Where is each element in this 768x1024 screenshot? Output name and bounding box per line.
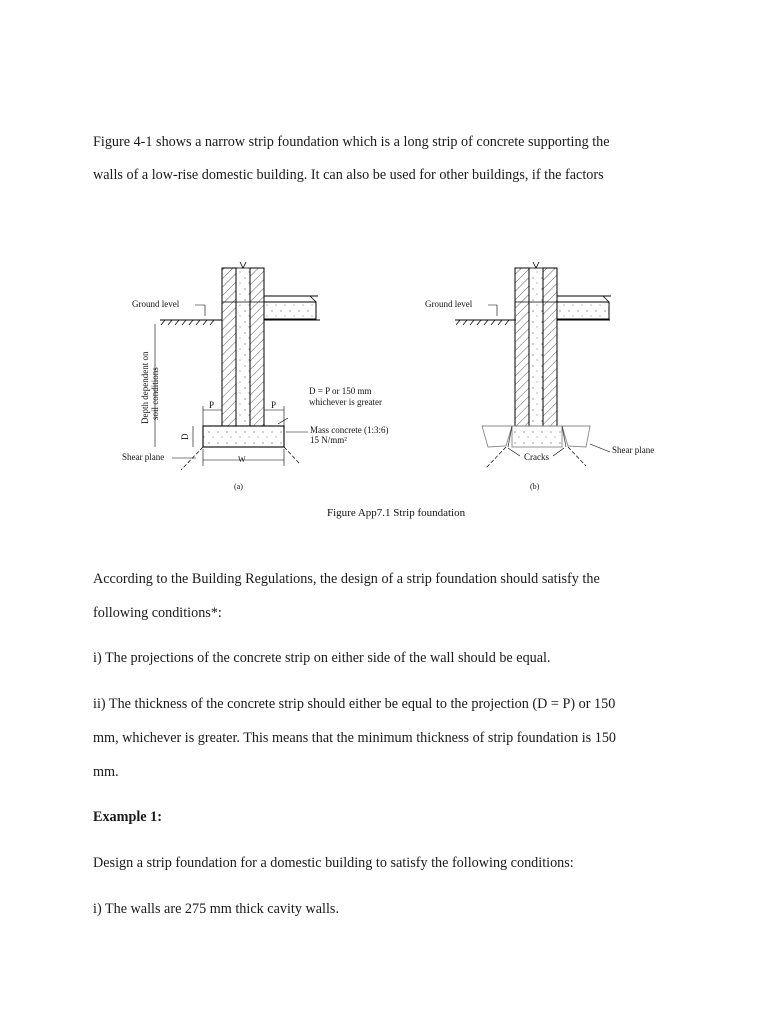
shear-plane-label-a: Shear plane [122, 452, 165, 462]
condition-2-line-1: ii) The thickness of the concrete strip should either be equal to the projection (D = P) or 150 [93, 696, 616, 712]
example-heading: Example 1: [93, 809, 162, 825]
concrete-spec-line2: 15 N/mm² [310, 435, 347, 445]
intro-line-1: Figure 4-1 shows a narrow strip foundation which is a long strip of concrete supporting the [93, 134, 610, 150]
cracks-label: Cracks [524, 452, 549, 462]
note-line1: D = P or 150 mm [309, 386, 372, 396]
projection-right-label: P [271, 400, 277, 410]
condition-2-line-2: mm, whichever is greater. This means that the minimum thickness of strip foundation is 150 [93, 730, 617, 746]
width-label: W [238, 455, 246, 464]
sublabel-b: (b) [530, 482, 540, 491]
concrete-spec-line1: Mass concrete (1:3:6) [310, 425, 389, 435]
projection-left-label: P [209, 400, 215, 410]
thickness-label: D [180, 433, 190, 440]
panel-a [122, 262, 388, 491]
strip-foundation-figure [0, 250, 768, 530]
depth-label-line1: Depth dependent on [140, 351, 150, 424]
ground-level-label-a: Ground level [132, 299, 180, 309]
depth-label-line2: soil conditions [150, 367, 160, 420]
note-line2: whichever is greater [309, 397, 382, 407]
condition-2-line-3: mm. [93, 764, 119, 780]
panel-b [425, 262, 654, 491]
condition-1: i) The projections of the concrete strip on either side of the wall should be equal. [93, 650, 551, 666]
intro-line-2: walls of a low-rise domestic building. It can also be used for other buildings, if the factors [93, 167, 604, 183]
sublabel-a: (a) [234, 482, 243, 491]
shear-plane-label-b: Shear plane [612, 445, 655, 455]
ground-level-label-b: Ground level [425, 299, 473, 309]
example-condition-1: i) The walls are 275 mm thick cavity walls. [93, 901, 339, 917]
figure-caption: Figure App7.1 Strip foundation [327, 507, 466, 519]
regs-line-1: According to the Building Regulations, the design of a strip foundation should satisfy the [93, 571, 600, 587]
regs-line-2: following conditions*: [93, 605, 222, 621]
example-line-1: Design a strip foundation for a domestic building to satisfy the following conditions: [93, 855, 574, 871]
